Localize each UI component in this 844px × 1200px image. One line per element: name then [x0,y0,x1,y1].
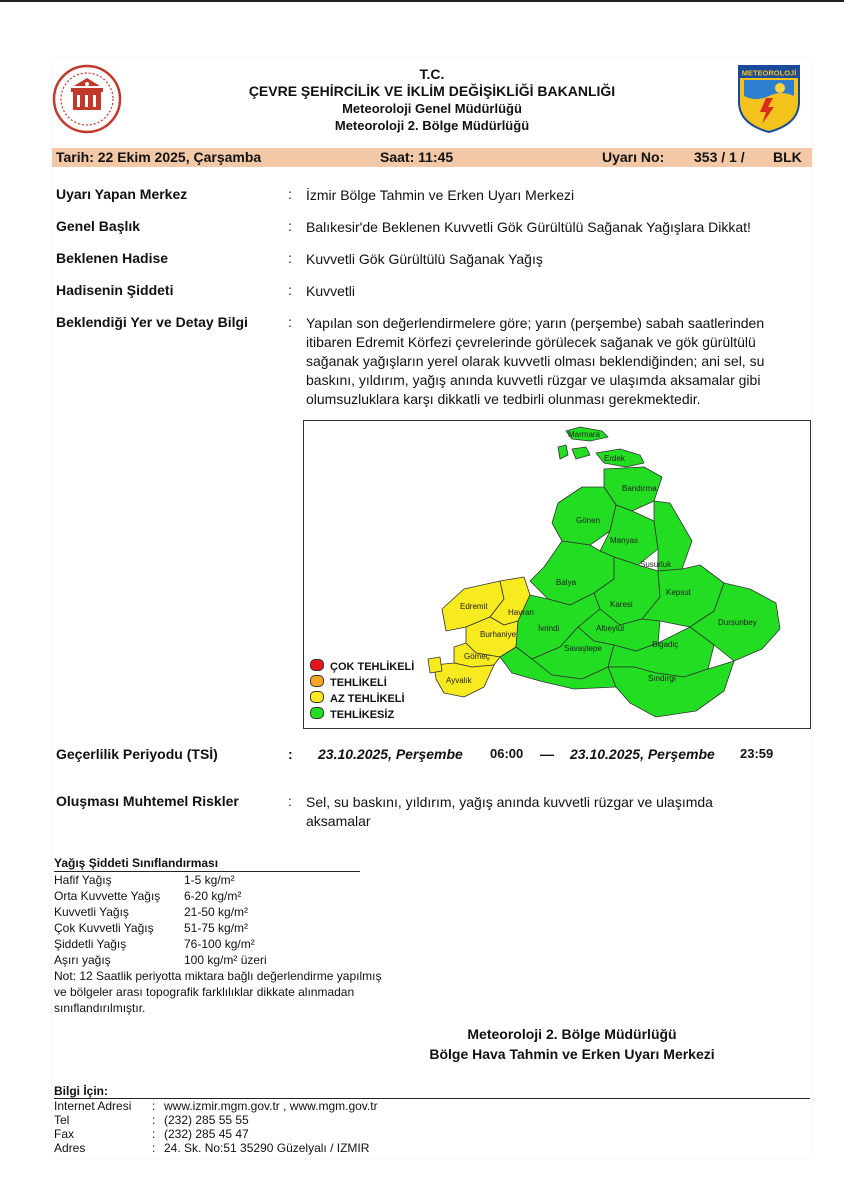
table-row [54,1127,378,1141]
risks-label: Oluşması Muhtemel Riskler [56,793,239,809]
date-bar [52,148,812,167]
class-range: 21-50 kg/m² [184,905,249,919]
validity-start-time: 06:00 [490,746,524,761]
label-sindirgi: Sındırgı [648,674,677,683]
table-row [54,1141,378,1155]
class-name: Çok Kuvvetli Yağış [54,921,154,935]
table-row [54,953,267,969]
signature-line-2: Bölge Hava Tahmin ve Erken Uyarı Merkezi [429,1046,715,1062]
legend-swatch-yellow [310,691,324,703]
label-marmara: Marmara [568,430,601,439]
table-row [54,873,267,889]
contact-value: (232) 285 45 47 [164,1127,249,1141]
field-colon: : [288,282,292,298]
contact-title: Bilgi İçin: [54,1084,810,1099]
field-value: Kuvvetli [306,283,356,299]
label-savastepe: Savaştepe [564,644,602,653]
contact-info [54,1084,810,1155]
top-border-line [0,0,844,2]
label-bandirma: Bandırma [622,484,657,493]
class-name: Aşırı yağış [54,953,111,967]
meteorology-logo [736,62,802,134]
field-label: Beklendiği Yer ve Detay Bilgi [56,314,248,330]
label-kepsut: Kepsut [666,588,691,597]
legend-label: TEHLİKESİZ [330,709,395,721]
header-regional-directorate: Meteoroloji 2. Bölge Müdürlüğü [334,118,530,133]
label-altieylul: Altıeylül [596,624,625,633]
legend-item-cok-tehlikeli [310,659,414,673]
table-row [54,1099,378,1113]
field-colon: : [288,314,292,330]
field-colon: : [288,186,292,202]
label-gonen: Gönen [576,516,601,525]
field-label: Uyarı Yapan Merkez [56,186,188,202]
table-row [54,889,267,905]
class-name: Hafif Yağış [54,873,112,887]
label-burhaniye: Burhaniye [480,630,517,639]
contact-value: (232) 285 55 55 [164,1113,249,1127]
header-ministry: ÇEVRE ŞEHİRCİLİK VE İKLİM DEĞİŞİKLİĞİ BAKANLIĞI [248,83,616,99]
precipitation-classification [54,856,360,969]
validity-end-date: 23.10.2025, Perşembe [570,746,715,762]
label-gomec: Gömeç [464,652,490,661]
table-row [54,937,267,953]
class-name: Şiddetli Yağış [54,937,127,951]
legend-item-tehlikeli [310,675,387,689]
validity-label: Geçerlilik Periyodu (TSİ) [56,746,218,762]
label-dursunbey: Dursunbey [718,618,757,627]
contact-colon: : [152,1113,156,1127]
label-bigadic: Bigadiç [652,640,679,649]
label-havran: Havran [508,608,534,617]
validity-dash: — [540,746,554,762]
legend-label: TEHLİKELİ [330,677,387,689]
legend-label: ÇOK TEHLİKELİ [330,661,415,673]
class-range: 51-75 kg/m² [184,921,249,935]
warning-code: BLK [773,149,802,165]
validity-colon: : [288,746,293,762]
signature-block [382,1024,762,1064]
legend-label: AZ TEHLİKELİ [330,693,405,705]
warning-no-label: Uyarı No: [602,149,665,165]
contact-label: Tel [54,1113,70,1127]
field-value: İzmir Bölge Tahmin ve Erken Uyarı Merkezi [306,187,575,203]
island-ayvalik [428,657,442,673]
table-row [54,921,267,937]
legend-swatch-green [310,707,324,719]
field-value: Balıkesir'de Beklenen Kuvvetli Gök Gürültülü Sağanak Yağışlara Dikkat! [306,219,751,235]
label-manyas: Manyas [610,536,639,545]
legend-item-tehlikesiz [310,707,394,721]
risks-value: Sel, su baskını, yıldırım, yağış anında kuvvetli rüzgar ve ulaşımda aksamalar [306,794,713,829]
document-header [52,58,812,133]
field-colon: : [288,218,292,234]
label-karesi: Karesi [610,600,633,609]
class-range: 1-5 kg/m² [184,873,235,887]
field-value: Yapılan son değerlendirmelere göre; yarın (perşembe) sabah saatlerinden itibaren Edremit Körfezi çevrelerinde görülecek sağanak ve gök gürültülü sağanak yağışların yerel olarak kuvvetli olması beklendiğinden; ani sel, su baskını, yıldırım, yağış anında kuvvetli rüzgar ve ulaşımda aksamalar gibi olumsuzluklara karşı dikkatli ve tedbirli olunması gerekmektedir. [306,315,765,407]
label-susurluk: Susurluk [640,560,672,569]
contact-label: Internet Adresi [54,1099,132,1113]
field-label: Beklenen Hadise [56,250,169,266]
contact-colon: : [152,1099,156,1113]
field-label: Hadisenin Şiddeti [56,282,174,298]
island-small-2 [572,447,590,459]
legend-swatch-orange [310,675,324,687]
legend-swatch-red [310,659,324,671]
legend-item-az-tehlikeli [310,691,405,705]
validity-start-date: 23.10.2025, Perşembe [318,746,463,762]
contact-value: 24. Sk. No:51 35290 Güzelyalı / IZMIR [164,1141,370,1155]
field-label: Genel Başlık [56,218,141,234]
island-small-1 [558,445,568,459]
classification-title: Yağış Şiddeti Sınıflandırması [54,856,360,872]
label-ivrindi: İvrindi [538,624,560,633]
class-name: Orta Kuvvette Yağış [54,889,161,903]
class-range: 100 kg/m² üzeri [184,953,267,967]
date-text: Tarih: 22 Ekim 2025, Çarşamba [56,149,262,165]
header-directorate: Meteoroloji Genel Müdürlüğü [342,101,522,116]
contact-colon: : [152,1141,156,1155]
label-erdek: Erdek [604,454,625,463]
classification-note: Not: 12 Saatlik periyotta miktara bağlı değerlendirme yapılmış ve bölgeler arası topografik farklılıklar dikkate alınmadan sınıflandırılmıştır. [54,969,382,1015]
class-name: Kuvvetli Yağış [54,905,129,919]
contact-label: Fax [54,1127,75,1141]
contact-colon: : [152,1127,156,1141]
class-range: 6-20 kg/m² [184,889,242,903]
class-range: 76-100 kg/m² [184,937,255,951]
contact-table [54,1099,378,1155]
table-row [54,1113,378,1127]
contact-label: Adres [54,1141,86,1155]
label-balya: Balya [556,578,577,587]
warning-number: 353 / 1 / [694,149,745,165]
contact-value[interactable]: www.izmir.mgm.gov.tr , www.mgm.gov.tr [164,1099,378,1113]
field-value: Kuvvetli Gök Gürültülü Sağanak Yağış [306,251,543,267]
risks-colon: : [288,793,292,809]
label-edremit: Edremit [460,602,488,611]
classification-table [54,873,267,969]
validity-end-time: 23:59 [740,746,774,761]
warning-document [52,58,812,1158]
signature-line-1: Meteoroloji 2. Bölge Müdürlüğü [467,1026,677,1042]
label-ayvalik: Ayvalık [446,676,472,685]
field-colon: : [288,250,292,266]
meteorology-logo-text: METEOROLOJİ [741,68,797,78]
table-row [54,905,267,921]
warning-map [303,420,811,729]
header-tc: T.C. [419,66,445,82]
time-text: Saat: 11:45 [380,149,454,165]
